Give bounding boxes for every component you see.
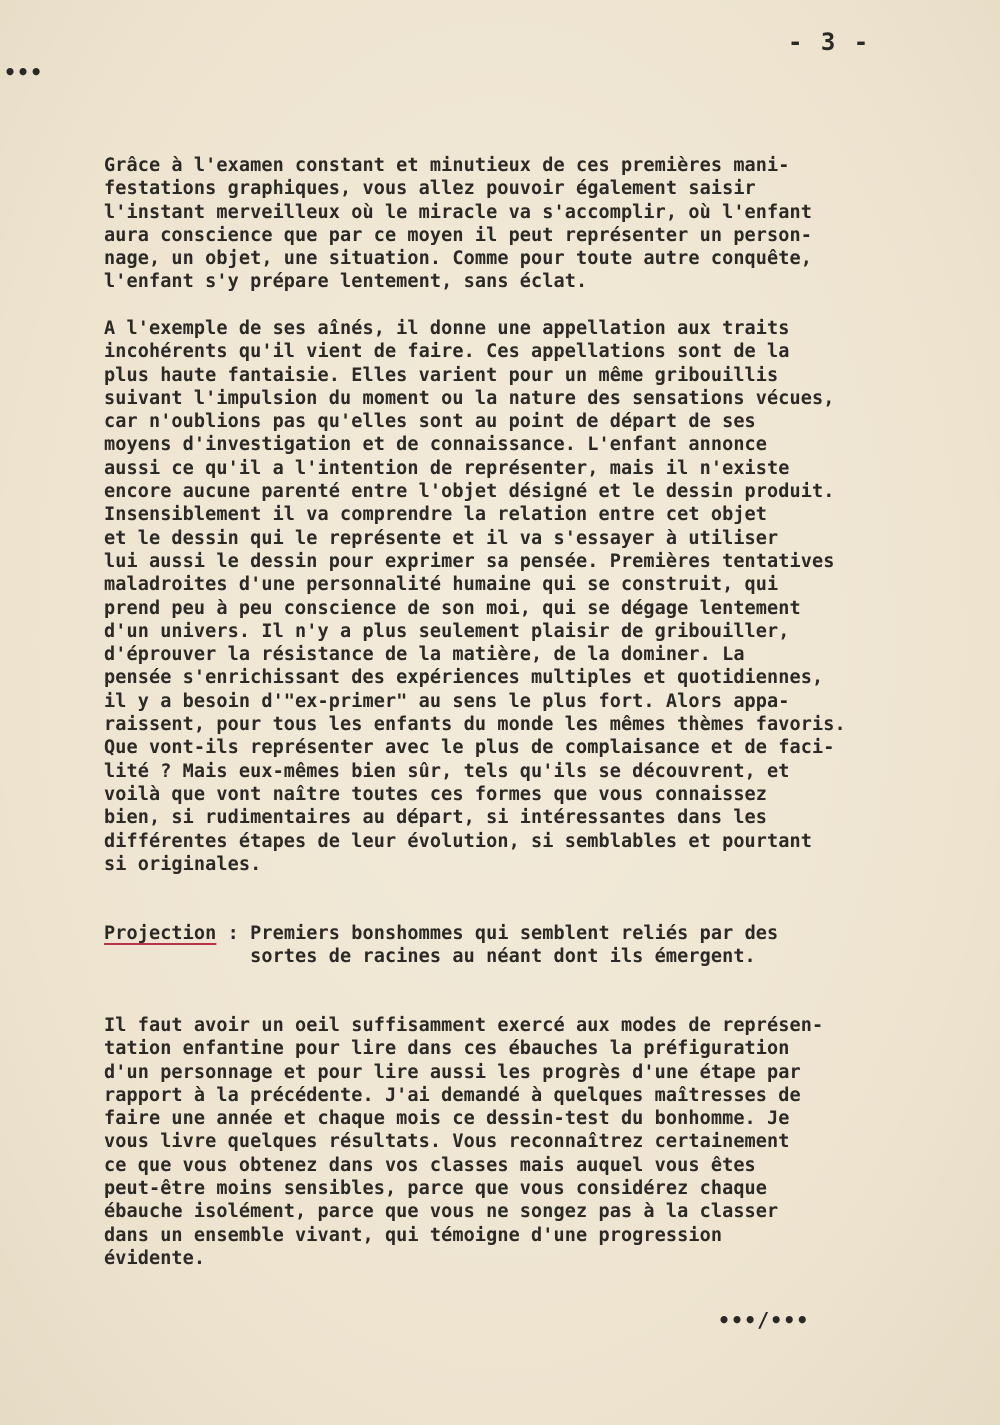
projection-label: Projection: [104, 923, 217, 944]
paragraph-appellations: A l'exemple de ses aînés, il donne une appellation aux traits incohérents qu'il vient de faire. Ces appellations sont de la plus haute fantaisie. Elles varient pour un même gribouillis suivant l'impulsion du moment ou la nature des sensations vécues, car n'oublions pas qu'elles sont au point de départ de ses moyens d'investigation et de connaissance. L'enfant annonce aussi ce qu'il a l'intention de représenter, mais il n'existe encore aucune parenté entre l'objet désigné et le dessin produit. Insensiblement il va comprendre la relation entre cet objet et le dessin qui le représente et il va s'essayer à utiliser lui aussi le dessin pour exprimer sa pensée. Premières tentatives maladroites d'une personnalité humaine qui se construit, qui prend peu à peu conscience de son moi, qui se dégage lentement d'un univers. Il n'y a plus seulement plaisir de gribouiller, d'éprouver la résistance de la matière, de la dominer. La pensée s'enrichissant des expériences multiples et quotidiennes, il y a besoin d'"ex-primer" au sens le plus fort. Alors appa- raissent, pour tous les enfants du monde les mêmes thèmes favoris. Que vont-ils représenter avec le plus de complaisance et de faci- lité ? Mais eux-mêmes bien sûr, tels qu'ils se découvrent, et voilà que vont naître toutes ces formes que vous connaissez bien, si rudimentaires au départ, si intéressantes dans les différentes étapes de leur évolution, si semblables et pourtant si originales.: [104, 318, 846, 875]
page-number: - 3 -: [788, 28, 871, 56]
projection-caption: : Premiers bonshommes qui semblent reliés par des sortes de racines au néant dont ils émergent.: [227, 923, 779, 968]
continued-marker-bottom: •••/•••: [718, 1308, 810, 1332]
paragraph-graphic-manifestations: Grâce à l'examen constant et minutieux de ces premières mani- festations graphiques, vous allez pouvoir également saisir l'instant merveilleux où le miracle va s'accomplir, où l'enfant aura conscience que par ce moyen il peut représenter un person- nage, un objet, une situation. Comme pour toute autre conquête, l'enfant s'y prépare lentement, sans éclat.: [104, 155, 812, 293]
continued-marker-top: •••: [4, 60, 44, 84]
paragraph-trained-eye: Il faut avoir un oeil suffisamment exercé aux modes de représen- tation enfantine pour lire dans ces ébauches la préfiguration d'un personnage et pour lire aussi les progrès d'une étape par rapport à la précédente. J'ai demandé à quelques maîtresses de faire une année et chaque mois ce dessin-test du bonhomme. Je vous livre quelques résultats. Vous reconnaîtrez certainement ce que vous obtenez dans vos classes mais auquel vous êtes peut-être moins sensibles, parce que vous considérez chaque ébauche isolément, parce que vous ne songez pas à la classer dans un ensemble vivant, qui témoigne d'une progression évidente.: [104, 1015, 824, 1269]
paragraph-projection: [104, 922, 778, 969]
